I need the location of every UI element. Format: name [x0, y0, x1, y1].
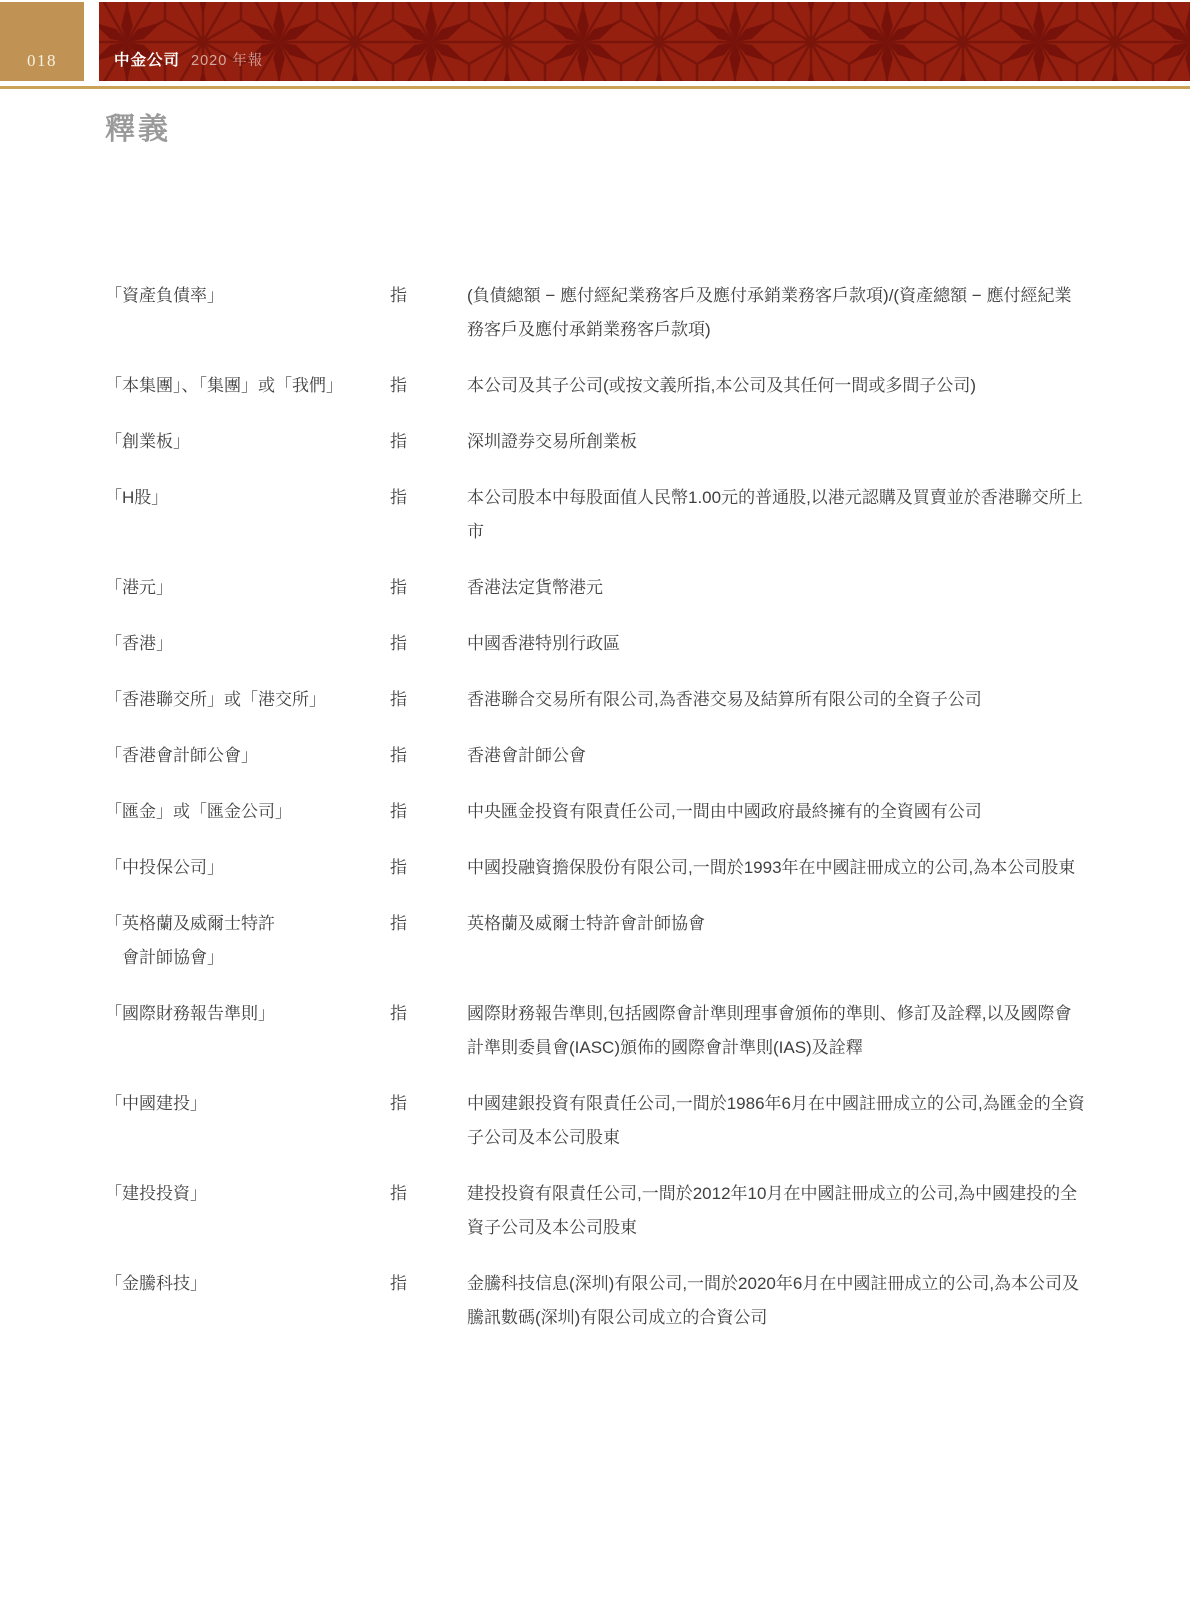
term-cell [105, 683, 390, 717]
company-name: 中金公司 [114, 52, 181, 69]
term-cell [105, 851, 390, 885]
page-number-box [0, 2, 84, 81]
definition-row [105, 795, 1095, 829]
term-text: 「英格蘭及威爾士特許 [105, 914, 275, 933]
definition-row [105, 279, 1095, 347]
term-cell [105, 907, 390, 975]
term-text: 「中投保公司」 [105, 858, 224, 877]
definition-cell: 英格蘭及威爾士特許會計師協會 [467, 914, 705, 933]
definition-cell: 中國投融資擔保股份有限公司,一間於1993年在中國註冊成立的公司,為本公司股東 [467, 858, 1076, 877]
connector-cell: 指 [390, 802, 407, 821]
header-banner [99, 2, 1190, 81]
definition-row [105, 997, 1095, 1065]
definition-row [105, 571, 1095, 605]
report-edition: 2020 年報 [191, 53, 264, 69]
term-text: 「香港聯交所」或「港交所」 [105, 690, 326, 709]
definition-cell: 國際財務報告準則,包括國際會計準則理事會頒佈的準則、修訂及詮釋,以及國際會計準則委員會(IASC)頒佈的國際會計準則(IAS)及詮釋 [467, 1004, 1072, 1057]
definition-cell: 香港法定貨幣港元 [467, 578, 603, 597]
gold-divider [0, 86, 1190, 89]
definitions-list [105, 279, 1095, 1335]
definition-cell: 深圳證券交易所創業板 [467, 432, 637, 451]
term-cell [105, 1267, 390, 1301]
definition-row [105, 627, 1095, 661]
term-text: 「匯金」或「匯金公司」 [105, 802, 292, 821]
definition-row [105, 425, 1095, 459]
definition-cell: 金騰科技信息(深圳)有限公司,一間於2020年6月在中國註冊成立的公司,為本公司及騰訊數碼(深圳)有限公司成立的合資公司 [467, 1274, 1080, 1327]
definition-row [105, 739, 1095, 773]
page-title: 釋義 [105, 113, 171, 146]
connector-cell: 指 [390, 1274, 407, 1293]
connector-cell: 指 [390, 1004, 407, 1023]
term-cell [105, 425, 390, 459]
term-text: 「港元」 [105, 578, 173, 597]
definitions-section [105, 112, 1095, 1357]
term-cell [105, 1087, 390, 1121]
connector-cell: 指 [390, 690, 407, 709]
term-cell [105, 997, 390, 1031]
banner-text [114, 48, 263, 70]
definition-cell: 本公司股本中每股面值人民幣1.00元的普通股,以港元認購及買賣並於香港聯交所上市 [467, 488, 1083, 541]
connector-cell: 指 [390, 488, 407, 507]
connector-cell: 指 [390, 1094, 407, 1113]
term-text: 「創業板」 [105, 432, 190, 451]
page-number: 018 [27, 51, 57, 70]
definition-row [105, 907, 1095, 975]
term-text: 「資產負債率」 [105, 286, 224, 305]
term-text: 「金騰科技」 [105, 1274, 207, 1293]
term-cell [105, 795, 390, 829]
term-cell [105, 369, 390, 403]
definition-cell: 香港會計師公會 [467, 746, 586, 765]
definition-cell: 中國香港特別行政區 [467, 634, 620, 653]
connector-cell: 指 [390, 746, 407, 765]
term-cell [105, 739, 390, 773]
term-text-line2: 會計師協會」 [122, 948, 224, 967]
definition-cell: 中央匯金投資有限責任公司,一間由中國政府最終擁有的全資國有公司 [467, 802, 982, 821]
term-text: 「本集團」、「集團」或「我們」 [105, 376, 343, 395]
connector-cell: 指 [390, 858, 407, 877]
term-text: 「建投投資」 [105, 1184, 207, 1203]
term-text: 「H股」 [105, 488, 169, 507]
term-text: 「國際財務報告準則」 [105, 1004, 275, 1023]
connector-cell: 指 [390, 578, 407, 597]
term-text: 「香港會計師公會」 [105, 746, 258, 765]
term-cell [105, 627, 390, 661]
definition-row [105, 1177, 1095, 1245]
definition-row [105, 369, 1095, 403]
definition-row [105, 683, 1095, 717]
definition-row [105, 1087, 1095, 1155]
term-text: 「香港」 [105, 634, 173, 653]
connector-cell: 指 [390, 376, 407, 395]
definition-row [105, 1267, 1095, 1335]
definition-row [105, 851, 1095, 885]
connector-cell: 指 [390, 432, 407, 451]
term-cell [105, 1177, 390, 1211]
definition-cell: (負債總額 − 應付經紀業務客戶及應付承銷業務客戶款項)/(資產總額 − 應付經紀業務客戶及應付承銷業務客戶款項) [467, 286, 1072, 339]
term-cell [105, 279, 390, 313]
connector-cell: 指 [390, 914, 407, 933]
definition-cell: 中國建銀投資有限責任公司,一間於1986年6月在中國註冊成立的公司,為匯金的全資子公司及本公司股東 [467, 1094, 1085, 1147]
term-text: 「中國建投」 [105, 1094, 207, 1113]
definition-cell: 香港聯合交易所有限公司,為香港交易及結算所有限公司的全資子公司 [467, 690, 982, 709]
term-cell [105, 481, 390, 515]
connector-cell: 指 [390, 634, 407, 653]
term-cell [105, 571, 390, 605]
connector-cell: 指 [390, 286, 407, 305]
definition-cell: 建投投資有限責任公司,一間於2012年10月在中國註冊成立的公司,為中國建投的全資子公司及本公司股東 [467, 1184, 1078, 1237]
definition-cell: 本公司及其子公司(或按文義所指,本公司及其任何一間或多間子公司) [467, 376, 977, 395]
page-header [0, 2, 1190, 81]
definition-row [105, 481, 1095, 549]
connector-cell: 指 [390, 1184, 407, 1203]
